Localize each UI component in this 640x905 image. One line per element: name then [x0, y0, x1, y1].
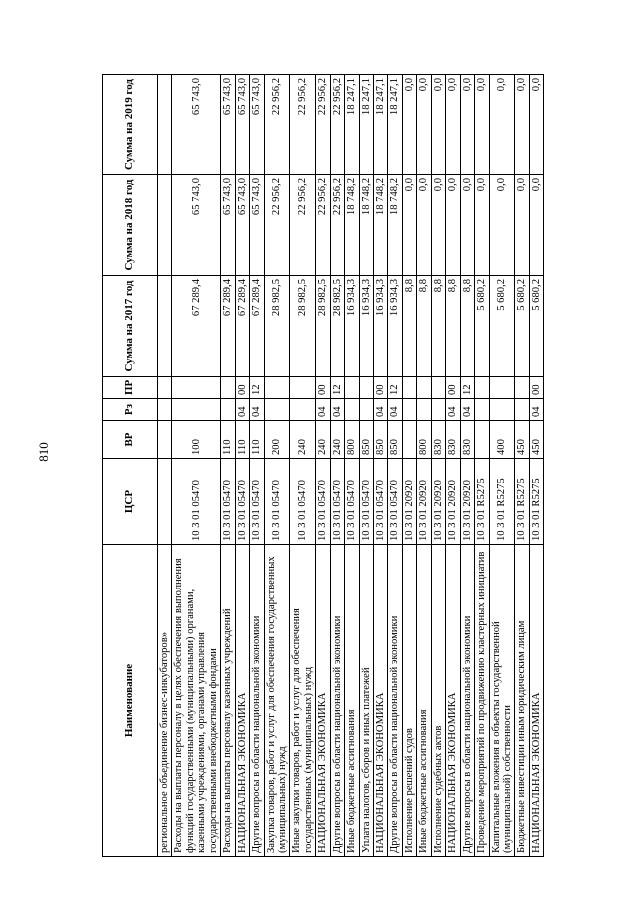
budget-table: [102, 74, 544, 857]
cell-name: региональное объединение бизнес-инкубаторов»: [158, 545, 172, 857]
cell-sum-2019: 0,0: [460, 75, 474, 175]
table-row: [374, 75, 388, 857]
cell-name: Расходы на выплаты персоналу в целях обеспечения выполнения функций государственными (муниципальными) органами, казенными учреждениями, органами управления государственными внебюджетными фондами: [172, 545, 221, 857]
cell-rz: 04: [529, 399, 543, 421]
cell-pr: [489, 377, 515, 399]
cell-sum-2017: 16 934,3: [359, 276, 373, 377]
cell-pr: [515, 377, 529, 399]
header-rz: Рз: [103, 399, 158, 421]
cell-sum-2018: 0,0: [529, 175, 543, 276]
cell-sum-2019: 0,0: [417, 75, 431, 175]
cell-name: Исполнение решений судов: [402, 545, 416, 857]
cell-pr: 00: [235, 377, 249, 399]
cell-sum-2018: 0,0: [489, 175, 515, 276]
cell-name: Другие вопросы в области национальной экономики: [250, 545, 264, 857]
cell-name: НАЦИОНАЛЬНАЯ ЭКОНОМИКА: [316, 545, 330, 857]
cell-sum-2017: 8,8: [417, 276, 431, 377]
table-body: [158, 75, 544, 857]
cell-sum-2019: 65 743,0: [172, 75, 221, 175]
header-row: [103, 75, 158, 857]
cell-sum-2017: 16 934,3: [345, 276, 359, 377]
cell-pr: [172, 377, 221, 399]
cell-rz: 04: [460, 399, 474, 421]
cell-sum-2018: 18 748,2: [345, 175, 359, 276]
cell-sum-2017: 8,8: [460, 276, 474, 377]
cell-sum-2019: 0,0: [489, 75, 515, 175]
cell-sum-2017: 16 934,3: [388, 276, 402, 377]
cell-sum-2019: 22 956,2: [290, 75, 316, 175]
cell-rz: 04: [388, 399, 402, 421]
cell-sum-2019: 22 956,2: [330, 75, 344, 175]
cell-sum-2019: [158, 75, 172, 175]
cell-sum-2018: 0,0: [402, 175, 416, 276]
cell-sum-2019: 0,0: [529, 75, 543, 175]
cell-vr: [475, 421, 489, 459]
cell-pr: [359, 377, 373, 399]
cell-vr: 110: [250, 421, 264, 459]
cell-rz: [158, 399, 172, 421]
cell-sum-2018: 18 748,2: [359, 175, 373, 276]
cell-pr: 12: [250, 377, 264, 399]
cell-vr: 450: [515, 421, 529, 459]
cell-sum-2019: 22 956,2: [316, 75, 330, 175]
header-sum-2017: Сумма на 2017 год: [103, 276, 158, 377]
table-row: [475, 75, 489, 857]
cell-vr: 240: [316, 421, 330, 459]
cell-vr: 850: [359, 421, 373, 459]
cell-rz: [359, 399, 373, 421]
table-row: [316, 75, 330, 857]
cell-csr: 10 3 01 R5275: [529, 459, 543, 545]
cell-sum-2017: 5 680,2: [489, 276, 515, 377]
table-row: [515, 75, 529, 857]
cell-sum-2019: 22 956,2: [264, 75, 290, 175]
cell-vr: 200: [264, 421, 290, 459]
cell-sum-2018: 0,0: [431, 175, 445, 276]
cell-pr: [345, 377, 359, 399]
table-row: [460, 75, 474, 857]
cell-sum-2017: 8,8: [402, 276, 416, 377]
table-row: [359, 75, 373, 857]
cell-csr: 10 3 01 05470: [172, 459, 221, 545]
cell-vr: 800: [345, 421, 359, 459]
cell-csr: 10 3 01 05470: [264, 459, 290, 545]
cell-vr: 850: [374, 421, 388, 459]
cell-csr: 10 3 01 20920: [402, 459, 416, 545]
cell-name: Иные закупки товаров, работ и услуг для обеспечения государственных (муниципальных) нужд: [290, 545, 316, 857]
cell-vr: 830: [446, 421, 460, 459]
table-row: [417, 75, 431, 857]
cell-csr: 10 3 01 05470: [345, 459, 359, 545]
table-row: [489, 75, 515, 857]
cell-sum-2018: 65 743,0: [172, 175, 221, 276]
cell-sum-2017: 5 680,2: [475, 276, 489, 377]
cell-sum-2019: 0,0: [431, 75, 445, 175]
table-row: [172, 75, 221, 857]
cell-name: Другие вопросы в области национальной экономики: [388, 545, 402, 857]
cell-sum-2018: 65 743,0: [250, 175, 264, 276]
cell-csr: 10 3 01 20920: [460, 459, 474, 545]
cell-sum-2019: 18 247,1: [388, 75, 402, 175]
cell-sum-2019: 65 743,0: [235, 75, 249, 175]
header-sum-2018: Сумма на 2018 год: [103, 175, 158, 276]
cell-name: Расходы на выплаты персоналу казенных учреждений: [221, 545, 235, 857]
cell-rz: 04: [235, 399, 249, 421]
cell-csr: 10 3 01 R5275: [515, 459, 529, 545]
cell-vr: 240: [290, 421, 316, 459]
cell-sum-2017: 28 982,5: [330, 276, 344, 377]
table-row: [158, 75, 172, 857]
cell-vr: 110: [235, 421, 249, 459]
cell-name: НАЦИОНАЛЬНАЯ ЭКОНОМИКА: [446, 545, 460, 857]
cell-csr: 10 3 01 05470: [235, 459, 249, 545]
cell-name: Закупка товаров, работ и услуг для обеспечения государственных (муниципальных) нужд: [264, 545, 290, 857]
cell-sum-2019: 65 743,0: [250, 75, 264, 175]
cell-vr: 110: [221, 421, 235, 459]
page-number: 810: [36, 442, 51, 462]
cell-sum-2017: 5 680,2: [529, 276, 543, 377]
cell-sum-2019: 0,0: [475, 75, 489, 175]
cell-csr: 10 3 01 20920: [417, 459, 431, 545]
table-row: [235, 75, 249, 857]
cell-csr: 10 3 01 R5275: [489, 459, 515, 545]
cell-rz: [402, 399, 416, 421]
cell-csr: 10 3 01 R5275: [475, 459, 489, 545]
cell-pr: [475, 377, 489, 399]
cell-sum-2017: 8,8: [431, 276, 445, 377]
cell-pr: 12: [388, 377, 402, 399]
cell-sum-2018: 22 956,2: [316, 175, 330, 276]
cell-sum-2017: 28 982,5: [264, 276, 290, 377]
cell-csr: 10 3 01 05470: [359, 459, 373, 545]
cell-sum-2018: 0,0: [515, 175, 529, 276]
table-row: [264, 75, 290, 857]
cell-rz: [221, 399, 235, 421]
cell-rz: 04: [374, 399, 388, 421]
header-sum-2019: Сумма на 2019 год: [103, 75, 158, 175]
cell-vr: 830: [460, 421, 474, 459]
cell-rz: [172, 399, 221, 421]
header-csr: ЦСР: [103, 459, 158, 545]
cell-name: НАЦИОНАЛЬНАЯ ЭКОНОМИКА: [529, 545, 543, 857]
table-row: [402, 75, 416, 857]
cell-sum-2019: 18 247,1: [345, 75, 359, 175]
cell-sum-2017: [158, 276, 172, 377]
cell-sum-2018: 65 743,0: [235, 175, 249, 276]
cell-vr: 850: [388, 421, 402, 459]
cell-csr: 10 3 01 05470: [290, 459, 316, 545]
cell-rz: [431, 399, 445, 421]
cell-sum-2019: 65 743,0: [221, 75, 235, 175]
cell-name: Другие вопросы в области национальной экономики: [330, 545, 344, 857]
cell-sum-2017: 67 289,4: [235, 276, 249, 377]
cell-pr: [290, 377, 316, 399]
cell-name: НАЦИОНАЛЬНАЯ ЭКОНОМИКА: [374, 545, 388, 857]
cell-vr: [402, 421, 416, 459]
cell-rz: [264, 399, 290, 421]
cell-csr: 10 3 01 05470: [388, 459, 402, 545]
cell-pr: 12: [330, 377, 344, 399]
cell-sum-2017: 67 289,4: [221, 276, 235, 377]
cell-sum-2018: 0,0: [417, 175, 431, 276]
table-row: [290, 75, 316, 857]
cell-sum-2017: 5 680,2: [515, 276, 529, 377]
cell-csr: 10 3 01 05470: [221, 459, 235, 545]
cell-csr: [158, 459, 172, 545]
cell-rz: [345, 399, 359, 421]
cell-pr: [402, 377, 416, 399]
cell-sum-2018: 18 748,2: [388, 175, 402, 276]
header-vr: ВР: [103, 421, 158, 459]
cell-rz: 04: [316, 399, 330, 421]
cell-rz: [475, 399, 489, 421]
table-row: [250, 75, 264, 857]
table-row: [446, 75, 460, 857]
cell-sum-2018: 0,0: [460, 175, 474, 276]
cell-name: Уплата налогов, сборов и иных платежей: [359, 545, 373, 857]
cell-rz: 04: [330, 399, 344, 421]
cell-csr: 10 3 01 20920: [431, 459, 445, 545]
cell-sum-2019: 0,0: [515, 75, 529, 175]
cell-name: Исполнение судебных актов: [431, 545, 445, 857]
cell-rz: [515, 399, 529, 421]
cell-rz: 04: [446, 399, 460, 421]
cell-sum-2018: 22 956,2: [330, 175, 344, 276]
cell-pr: 00: [446, 377, 460, 399]
cell-sum-2017: 67 289,4: [172, 276, 221, 377]
cell-sum-2018: 65 743,0: [221, 175, 235, 276]
header-pr: ПР: [103, 377, 158, 399]
table-row: [345, 75, 359, 857]
budget-table-container: [102, 75, 550, 857]
cell-name: Иные бюджетные ассигнования: [345, 545, 359, 857]
cell-rz: 04: [250, 399, 264, 421]
cell-vr: 400: [489, 421, 515, 459]
cell-vr: 100: [172, 421, 221, 459]
cell-name: Бюджетные инвестиции иным юридическим лицам: [515, 545, 529, 857]
cell-name: Другие вопросы в области национальной экономики: [460, 545, 474, 857]
cell-sum-2019: 0,0: [402, 75, 416, 175]
cell-csr: 10 3 01 05470: [316, 459, 330, 545]
cell-pr: 00: [316, 377, 330, 399]
cell-pr: [221, 377, 235, 399]
cell-sum-2019: 18 247,1: [374, 75, 388, 175]
cell-pr: [264, 377, 290, 399]
cell-sum-2018: 18 748,2: [374, 175, 388, 276]
cell-sum-2018: [158, 175, 172, 276]
cell-sum-2018: 0,0: [446, 175, 460, 276]
cell-pr: [158, 377, 172, 399]
cell-sum-2018: 0,0: [475, 175, 489, 276]
cell-pr: 00: [374, 377, 388, 399]
cell-sum-2019: 18 247,1: [359, 75, 373, 175]
cell-vr: 240: [330, 421, 344, 459]
cell-pr: 00: [529, 377, 543, 399]
cell-vr: 450: [529, 421, 543, 459]
table-header: [103, 75, 158, 857]
cell-vr: [158, 421, 172, 459]
cell-csr: 10 3 01 05470: [330, 459, 344, 545]
table-row: [221, 75, 235, 857]
cell-rz: [489, 399, 515, 421]
table-row: [330, 75, 344, 857]
cell-sum-2017: 28 982,5: [290, 276, 316, 377]
cell-sum-2017: 8,8: [446, 276, 460, 377]
cell-name: Капитальные вложения в объекты государственной (муниципальной) собственности: [489, 545, 515, 857]
cell-rz: [417, 399, 431, 421]
cell-sum-2019: 0,0: [446, 75, 460, 175]
table-row: [388, 75, 402, 857]
cell-name: НАЦИОНАЛЬНАЯ ЭКОНОМИКА: [235, 545, 249, 857]
cell-sum-2017: 67 289,4: [250, 276, 264, 377]
cell-sum-2018: 22 956,2: [290, 175, 316, 276]
header-name: Наименование: [103, 545, 158, 857]
cell-pr: [417, 377, 431, 399]
cell-pr: [431, 377, 445, 399]
cell-sum-2018: 22 956,2: [264, 175, 290, 276]
cell-csr: 10 3 01 20920: [446, 459, 460, 545]
table-row: [431, 75, 445, 857]
cell-vr: 800: [417, 421, 431, 459]
table-row: [529, 75, 543, 857]
cell-name: Проведение мероприятий по продвижению кластерных инициатив: [475, 545, 489, 857]
cell-rz: [290, 399, 316, 421]
cell-name: Иные бюджетные ассигнования: [417, 545, 431, 857]
cell-csr: 10 3 01 05470: [250, 459, 264, 545]
cell-csr: 10 3 01 05470: [374, 459, 388, 545]
cell-sum-2017: 16 934,3: [374, 276, 388, 377]
cell-vr: 830: [431, 421, 445, 459]
cell-pr: 12: [460, 377, 474, 399]
cell-sum-2017: 28 982,5: [316, 276, 330, 377]
